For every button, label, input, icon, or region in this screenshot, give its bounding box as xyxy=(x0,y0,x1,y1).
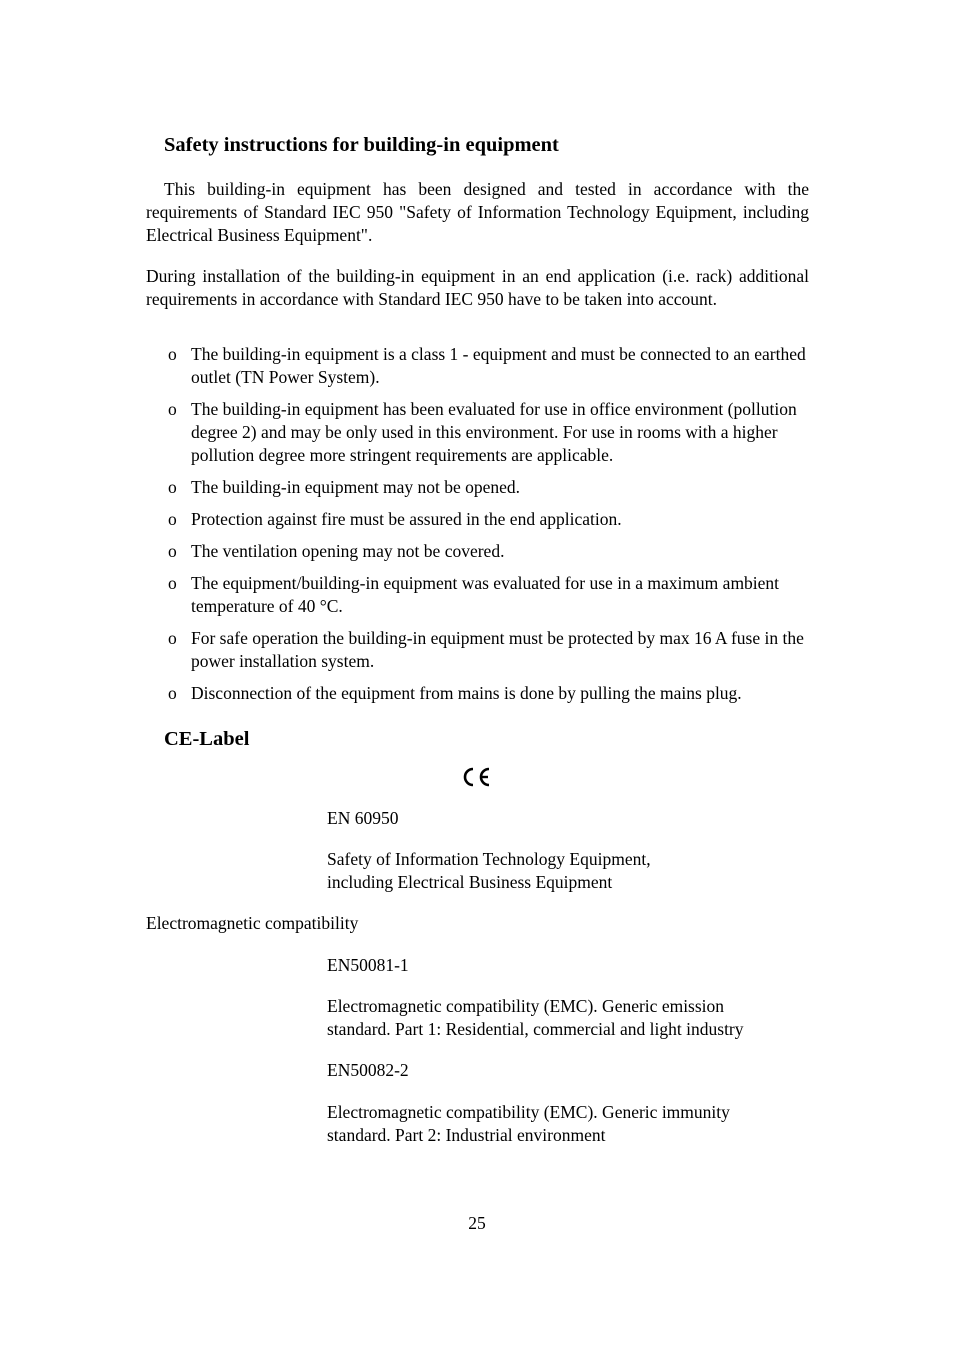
standard-en50081: EN50081-1 xyxy=(327,955,409,975)
bullet-marker: o xyxy=(168,541,177,561)
description-line: standard. Part 2: Industrial environment xyxy=(327,1125,606,1145)
list-item xyxy=(146,476,809,499)
list-item xyxy=(146,540,809,563)
list-item-text: The building-in equipment may not be opened. xyxy=(191,477,521,497)
list-item-text: Disconnection of the equipment from mains is done by pulling the mains plug. xyxy=(191,683,742,703)
list-item xyxy=(146,343,809,389)
list-item xyxy=(146,508,809,531)
safety-heading: Safety instructions for building-in equipment xyxy=(164,134,559,156)
bullet-marker: o xyxy=(168,399,177,419)
description-line: Safety of Information Technology Equipment, xyxy=(327,849,651,869)
list-item xyxy=(146,682,809,705)
list-item-text: The equipment/building-in equipment was evaluated for use in a maximum ambient temperature of 40 °C. xyxy=(191,573,780,616)
description-line: Electromagnetic compatibility (EMC). Generic emission xyxy=(327,996,725,1016)
list-item xyxy=(146,572,809,618)
list-item-text: Protection against fire must be assured in the end application. xyxy=(191,509,622,529)
description-line: including Electrical Business Equipment xyxy=(327,872,613,892)
ce-mark-icon xyxy=(460,765,492,789)
bullet-marker: o xyxy=(168,477,177,497)
ce-label-heading: CE-Label xyxy=(164,728,250,750)
description-line: Electromagnetic compatibility (EMC). Generic immunity xyxy=(327,1102,730,1122)
standard-en60950-description xyxy=(327,848,809,894)
list-item xyxy=(146,627,809,673)
description-line: standard. Part 1: Residential, commercial and light industry xyxy=(327,1019,744,1039)
safety-paragraph-2: During installation of the building-in equipment in an end application (i.e. rack) additional requirements in accordance with Standard IEC 950 have to be taken into account. xyxy=(146,266,809,309)
standard-en50082-description xyxy=(327,1101,809,1147)
standard-en50082: EN50082-2 xyxy=(327,1060,409,1080)
list-item-text: The building-in equipment has been evaluated for use in office environment (pollution degree 2) and may be only used in this environment. For use in rooms with a higher pollution degree more stringent requirements are applicable. xyxy=(191,399,797,465)
list-item-text: For safe operation the building-in equipment must be protected by max 16 A fuse in the power installation system. xyxy=(191,628,804,671)
safety-paragraph-1: This building-in equipment has been designed and tested in accordance with the requirements of Standard IEC 950 "Safety of Information Technology Equipment, including Electrical Business Equipment". xyxy=(146,179,809,245)
bullet-marker: o xyxy=(168,344,177,364)
standard-en50081-description xyxy=(327,995,809,1041)
page-number: 25 xyxy=(468,1213,486,1233)
list-item xyxy=(146,398,809,467)
list-item-text: The ventilation opening may not be covered. xyxy=(191,541,505,561)
bullet-marker: o xyxy=(168,628,177,648)
standard-en60950: EN 60950 xyxy=(327,808,399,828)
bullet-marker: o xyxy=(168,683,177,703)
bullet-marker: o xyxy=(168,573,177,593)
list-item-text: The building-in equipment is a class 1 - equipment and must be connected to an earthed outlet (TN Power System). xyxy=(191,344,806,387)
bullet-marker: o xyxy=(168,509,177,529)
emc-label: Electromagnetic compatibility xyxy=(146,913,359,933)
safety-bullet-list xyxy=(146,343,809,714)
